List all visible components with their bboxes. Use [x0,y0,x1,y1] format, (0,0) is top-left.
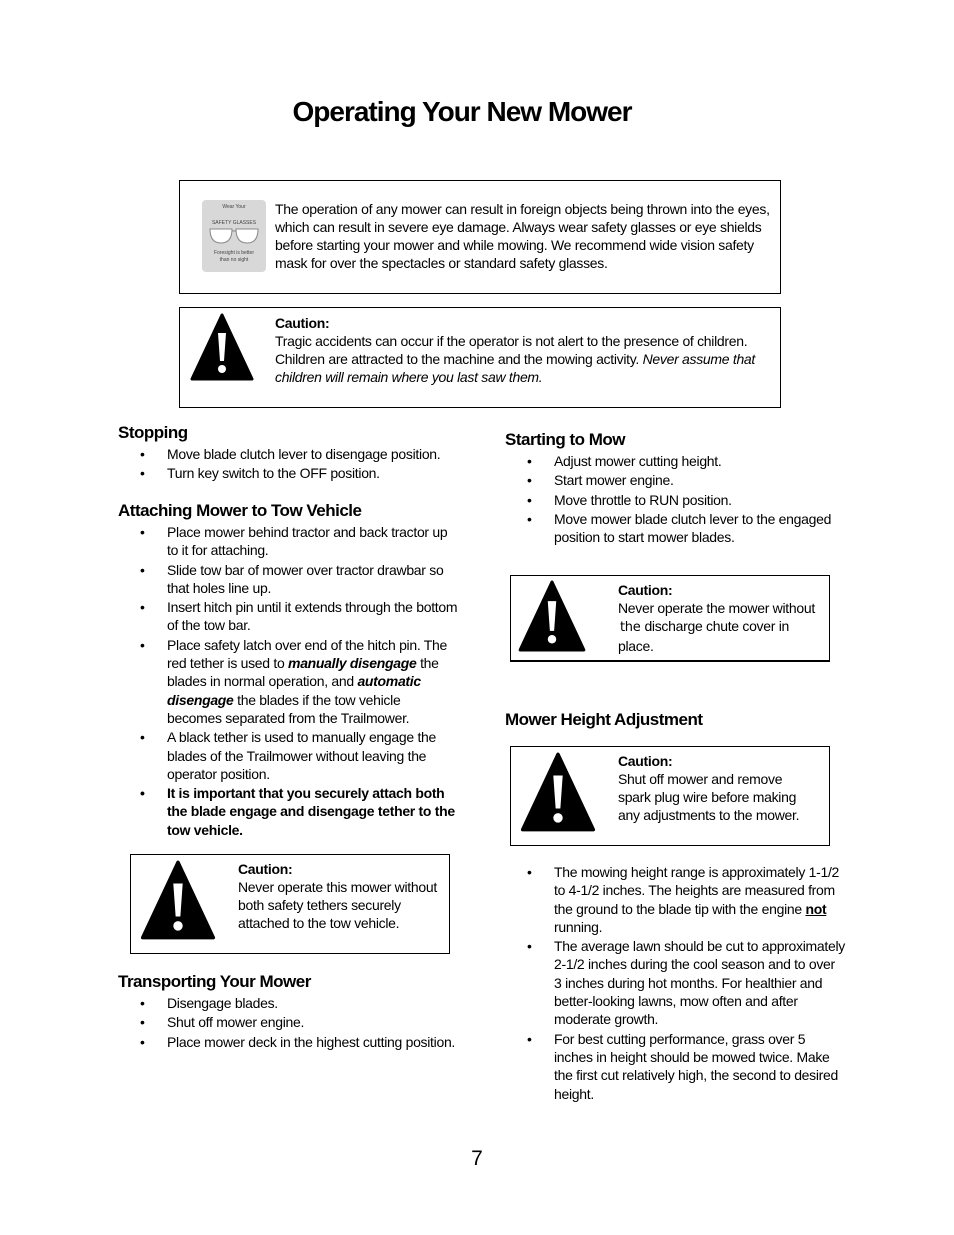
safety-glasses-text: The operation of any mower can result in foreign objects being thrown into the eyes, which can result in severe eye damage. Always wear safety glasses or eye shields before starting your mower and while mowing. We recommend wide vision safety mask for over the spectacles or standard safety glasses. [275,201,770,271]
list-item: • Move blade clutch lever to disengage position. [118,445,458,463]
latch-text: Place safety latch over end of the hitch pin. The red tether is used to [167,636,447,672]
caution-label: Caution: [618,582,673,598]
caution-children-text [275,314,775,386]
height-list [505,863,845,1104]
page-number: 7 [471,1147,483,1170]
caution-label: Caution: [238,861,293,877]
stopping-list [118,445,458,484]
automatic-disengage: automatic disengage [167,673,421,708]
image-text: Wear Your [222,204,246,210]
caution-sparkplug-text [618,752,810,824]
warning-icon [518,580,586,652]
starting-list [505,452,845,547]
list-item: • For best cutting performance, grass over 5 inches in height should be mowed twice. Make the first cut relatively high, the second to desired height. [505,1030,845,1103]
stopping-heading: Stopping [118,423,188,442]
height-range-not: not [805,900,827,917]
caution-label: Caution: [618,753,673,769]
warning-icon [190,313,254,381]
list-item: • Slide tow bar of mower over tractor drawbar so that holes line up. [118,561,458,598]
height-range-text: running. [554,918,603,935]
list-item: • Turn key switch to the OFF position. [118,464,458,482]
caution-body: Tragic accidents can occur if the operator is not alert to the presence of children. Children are attracted to the machine and the mowing activity. [275,333,748,367]
caution-line: discharge chute cover in [644,618,789,634]
safety-glasses-image [202,200,266,272]
image-text: than no sight [219,257,249,263]
height-range-text: The mowing height range is approximately 1-1/2 to 4-1/2 inches. The heights are measured from the ground to the blade tip with the engine [554,864,840,917]
list-item: • Insert hitch pin until it extends through the bottom of the tow bar. [118,598,458,635]
warning-icon [140,860,216,940]
attaching-list [118,523,458,840]
caution-tethers-text [238,860,438,932]
list-item: • It is important that you securely attach both the blade engage and disengage tether to the tow vehicle. [118,784,458,839]
latch-text: the blades if the tow vehicle becomes separated from the Trailmower. [167,691,410,726]
manual-disengage: manually disengage [288,655,417,672]
list-item: • Place mower behind tractor and back tractor up to it for attaching. [118,523,458,560]
caution-line: place. [618,638,654,654]
list-item: • Adjust mower cutting height. [505,452,845,470]
height-heading: Mower Height Adjustment [505,710,703,729]
caution-body: Never operate this mower without both safety tethers securely attached to the tow vehicle. [238,879,437,931]
caution-word-the: the [620,620,641,635]
list-item: • The average lawn should be cut to approximately 2-1/2 inches during the cool season and to over 3 inches during hot months. For healthier and better-looking lawns, mow often and after moderate growth. [505,937,845,1028]
list-item [505,863,845,936]
list-item [118,636,458,727]
list-item: • Move mower blade clutch lever to the engaged position to start mower blades. [505,510,845,547]
transporting-heading: Transporting Your Mower [118,972,311,991]
list-item: • A black tether is used to manually engage the blades of the Trailmower without leaving the operator position. [118,728,458,783]
list-item: • Place mower deck in the highest cutting position. [118,1033,458,1051]
warning-icon [520,752,596,832]
attaching-heading: Attaching Mower to Tow Vehicle [118,501,362,520]
caution-label: Caution: [275,315,330,331]
caution-italic: Never assume that children will remain where you last saw them. [275,351,756,385]
list-item: • Start mower engine. [505,471,845,489]
latch-text: the blades in normal operation, and [167,655,439,690]
caution-line: Never operate the mower without [618,600,815,616]
caution-chute-text [618,581,826,655]
list-item: • Disengage blades. [118,994,458,1012]
page-title: Operating Your New Mower [292,96,632,127]
list-item: • Move throttle to RUN position. [505,491,845,509]
image-text: SAFETY GLASSES [211,220,257,226]
transporting-list [118,994,458,1052]
starting-heading: Starting to Mow [505,430,625,449]
caution-body: Shut off mower and remove spark plug wire before making any adjustments to the mower. [618,771,800,823]
image-text: Foresight is better [213,250,255,256]
glasses-icon [208,227,260,247]
list-item: • Shut off mower engine. [118,1013,458,1031]
